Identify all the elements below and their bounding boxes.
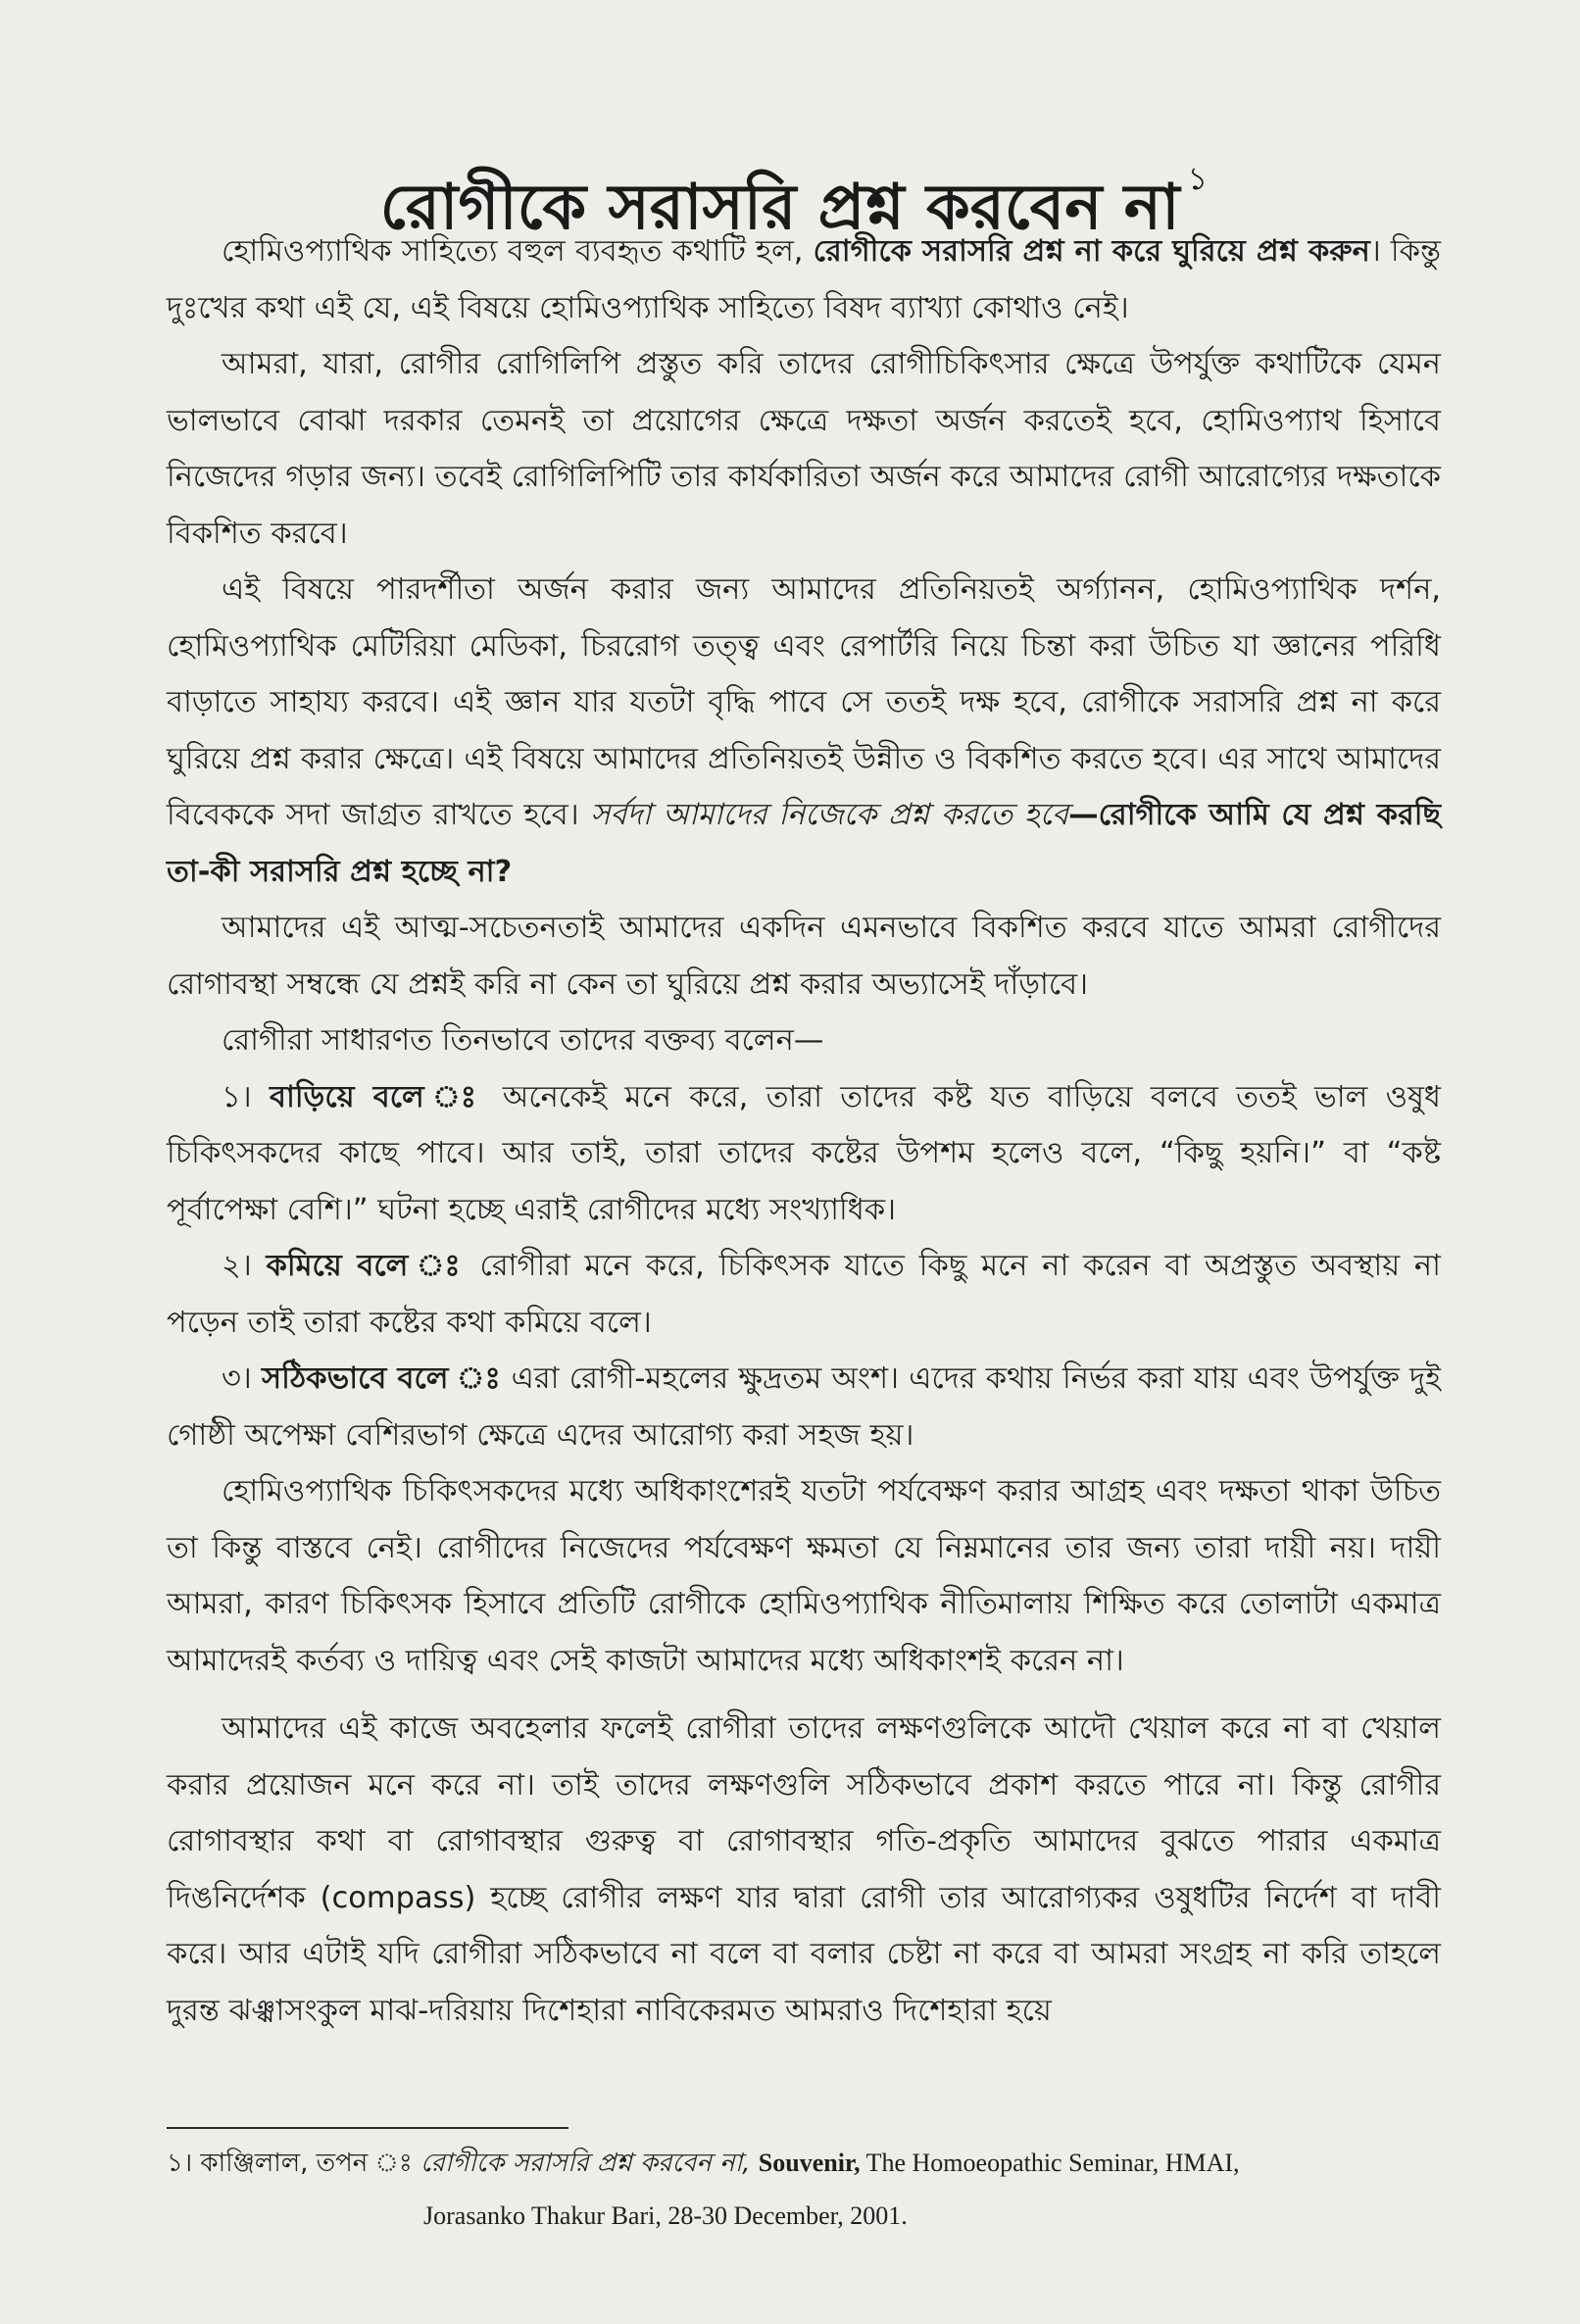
paragraph-7: আমাদের এই কাজে অবহেলার ফলেই রোগীরা তাদের লক্ষণগুলিকে আদৌ খেয়াল করে না বা খেয়াল করার প্রয়োজন মনে করে না। তাই তাদের লক্ষণগুলি সঠিকভাবে প্রকাশ করতে পারে না। কিন্তু রোগীর রোগাবস্থার কথা বা রোগাবস্থার গুরুত্ব বা রোগাবস্থার গতি-প্রকৃতি আমাদের বুঝতে পারার একমাত্র দিঙনির্দেশক (compass) হচ্ছে রোগীর লক্ষণ যার দ্বারা রোগী তার আরোগ্যকর ওষুধটির নির্দেশ বা দাবী করে। আর এটাই যদি রোগীরা সঠিকভাবে না বলে বা বলার চেষ্টা না করে বা আমরা সংগ্রহ না করি তাহলে দুরন্ত ঝঞ্ঝাসংকুল মাঝ-দরিয়ায় দিশেহারা নাবিকেরমত আমরাও দিশেহারা হয়ে [167, 1711, 1441, 2028]
paragraph-3: এই বিষয়ে পারদর্শীতা অর্জন করার জন্য আমাদের প্রতিনিয়তই অর্গ্যানন, হোমিওপ্যাথিক দর্শন, হোমিওপ্যাথিক মেটিরিয়া মেডিকা, চিররোগ তত্ত্ব এবং রেপার্টরি নিয়ে চিন্তা করা উচিত যা জ্ঞানের পরিধি বাড়াতে সাহায্য করবে। এই জ্ঞান যার যতটা বৃদ্ধি পাবে সে ততই দক্ষ হবে, রোগীকে সরাসরি প্রশ্ন না করে ঘুরিয়ে প্রশ্ন করার ক্ষেত্রে। এই বিষয়ে আমাদের প্রতিনিয়তই উন্নীত ও বিকশিত করতে হবে। এর সাথে আমাদের বিবেককে সদা জাগ্রত রাখতে হবে। সর্বদা আমাদের নিজেকে প্রশ্ন করতে হবে—রোগীকে আমি যে প্রশ্ন করছি তা-কী সরাসরি প্রশ্ন হচ্ছে না? [167, 572, 1441, 889]
list-item-1: ১। বাড়িয়ে বলে ঃ অনেকেই মনে করে, তারা তাদের কষ্ট যত বাড়িয়ে বলবে ততই ভাল ওষুধ চিকিৎসকদের কাছে পাবে। আর তাই, তারা তাদের কষ্টের উপশম হলেও বলে, “কিছু হয়নি।” বা “কষ্ট পূর্বাপেক্ষা বেশি।” ঘটনা হচ্ছে এরাই রোগীদের মধ্যে সংখ্যাধিক। [167, 1079, 1441, 1227]
paragraph-5: রোগীরা সাধারণত তিনভাবে তাদের বক্তব্য বলেন— [222, 1023, 824, 1058]
article-body [167, 223, 1441, 2039]
list-item-2: ২। কমিয়ে বলে ঃ রোগীরা মনে করে, চিকিৎসক যাতে কিছু মনে না করেন বা অপ্রস্তুত অবস্থায় না পড়েন তাই তারা কষ্টের কথা কমিয়ে বলে। [167, 1249, 1441, 1340]
footnote: ১। কাঞ্জিলাল, তপন ঃ রোগীকে সরাসরি প্রশ্ন করবেন না, Souvenir, The Homoeopathic Seminar, HMAI, Jorasanko Thakur Bari, 28-30 December, 2001. [167, 2137, 1441, 2243]
paragraph-2: আমরা, যারা, রোগীর রোগিলিপি প্রস্তুত করি তাদের রোগীচিকিৎসার ক্ষেত্রে উপর্যুক্ত কথাটিকে যেমন ভালভাবে বোঝা দরকার তেমনই তা প্রয়োগের ক্ষেত্রে দক্ষতা অর্জন করতেই হবে, হোমিওপ্যাথ হিসাবে নিজেদের গড়ার জন্য। তবেই রোগিলিপিটি তার কার্যকারিতা অর্জন করে আমাদের রোগী আরোগ্যের দক্ষতাকে বিকশিত করবে। [167, 347, 1441, 551]
title-footnote-marker: ১ [1187, 160, 1209, 197]
paragraph-4: আমাদের এই আত্ম-সচেতনতাই আমাদের একদিন এমনভাবে বিকশিত করবে যাতে আমরা রোগীদের রোগাবস্থা সম্বন্ধে যে প্রশ্নই করি না কেন তা ঘুরিয়ে প্রশ্ন করার অভ্যাসেই দাঁড়াবে। [167, 911, 1441, 1002]
list-item-3: ৩। সঠিকভাবে বলে ঃ এরা রোগী-মহলের ক্ষুদ্রতম অংশ। এদের কথায় নির্ভর করা যায় এবং উপর্যুক্ত দুই গোষ্ঠী অপেক্ষা বেশিরভাগ ক্ষেত্রে এদের আরোগ্য করা সহজ হয়। [167, 1361, 1441, 1453]
paragraph-6: হোমিওপ্যাথিক চিকিৎসকদের মধ্যে অধিকাংশেরই যতটা পর্যবেক্ষণ করার আগ্রহ এবং দক্ষতা থাকা উচিত তা কিন্তু বাস্তবে নেই। রোগীদের নিজেদের পর্যবেক্ষণ ক্ষমতা যে নিম্নমানের তার জন্য তারা দায়ী নয়। দায়ী আমরা, কারণ চিকিৎসক হিসাবে প্রতিটি রোগীকে হোমিওপ্যাথিক নীতিমালায় শিক্ষিত করে তোলাটা একমাত্র আমাদেরই কর্তব্য ও দায়িত্ব এবং সেই কাজটা আমাদের মধ্যে অধিকাংশই করেন না। [167, 1474, 1441, 1678]
page-title: রোগীকে সরাসরি প্রশ্ন করবেন না $^১$ [379, 160, 1209, 244]
footnote-line-2: Jorasanko Thakur Bari, 28-30 December, 2001. [423, 2201, 908, 2230]
footnote-divider [167, 2127, 568, 2129]
paragraph-1: হোমিওপ্যাথিক সাহিত্যে বহুল ব্যবহৃত কথাটি হল, রোগীকে সরাসরি প্রশ্ন না করে ঘুরিয়ে প্রশ্ন করুন। কিন্তু দুঃখের কথা এই যে, এই বিষয়ে হোমিওপ্যাথিক সাহিত্যে বিষদ ব্যাখ্যা কোথাও নেই। [167, 234, 1441, 325]
